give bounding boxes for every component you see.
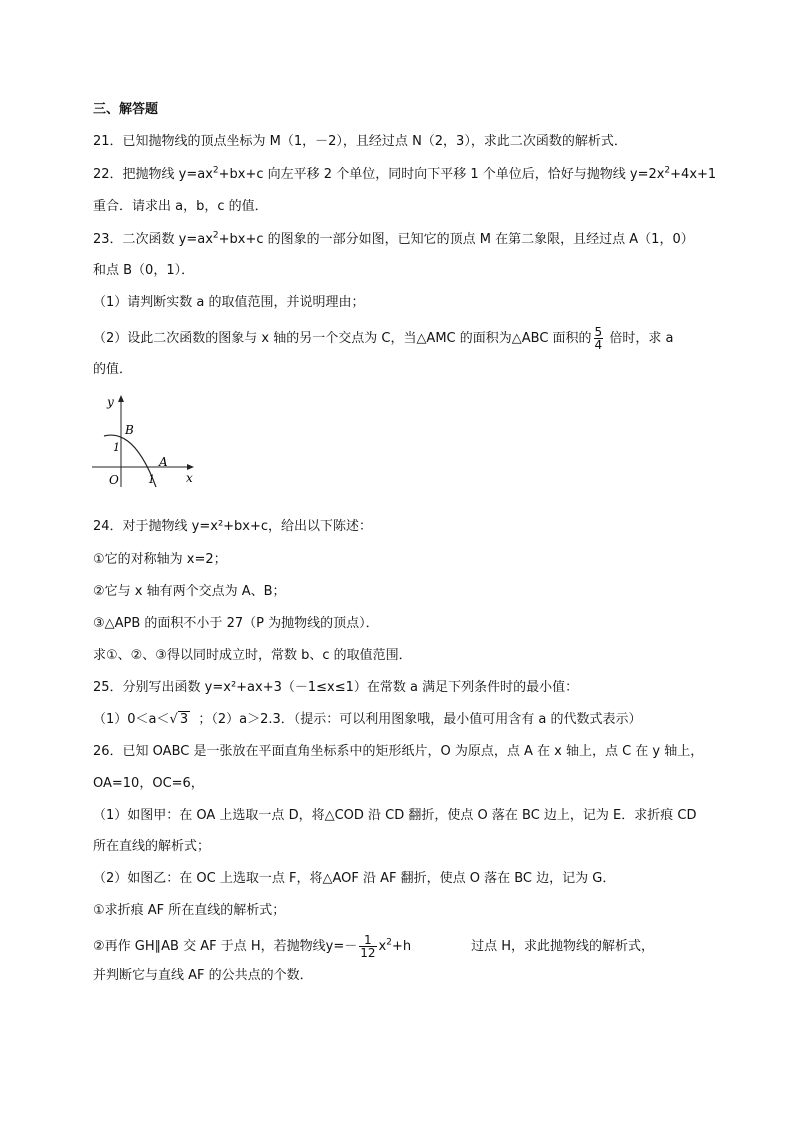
q26-sub2-text-b: 过点 H，求此抛物线的解析式， xyxy=(471,939,654,954)
q23-part2-text-b: 倍时，求 a xyxy=(609,331,674,346)
fraction-numerator: 5 xyxy=(594,325,603,339)
sqrt-three: √ 3 xyxy=(169,712,189,727)
q23-text-a: 23．二次函数 y=ax xyxy=(93,232,213,247)
q26-sub2-text-a: ②再作 GH∥AB 交 AF 于点 H，若抛物线 xyxy=(93,939,326,954)
question-26-line2: OA=10，OC=6， xyxy=(93,776,204,791)
q22-text-a: 22．把抛物线 y=ax xyxy=(93,167,213,182)
parabola-formula xyxy=(325,933,412,960)
question-26-part2: （2）如图乙：在 OC 上选取一点 F，将△AOF 沿 AF 翻折，使点 O 落在 BC 边，记为 G． xyxy=(93,871,616,886)
q23-part2-text-a: （2）设此二次函数的图象与 x 轴的另一个交点为 C，当△AMC 的面积为△ABC 面积的 xyxy=(93,331,592,346)
x-axis-arrow-icon xyxy=(187,464,194,470)
formula-sq: 2 xyxy=(386,937,392,948)
question-25-conditions xyxy=(93,711,642,729)
question-25-line1: 25．分别写出函数 y=x²+ax+3（－1≤x≤1）在常数 a 满足下列条件时的最小值： xyxy=(93,680,579,695)
section-heading: 三、解答题 xyxy=(93,102,159,117)
fraction-denominator: 4 xyxy=(594,338,603,352)
question-22-line1 xyxy=(93,166,716,184)
point-a-label: A xyxy=(159,455,168,469)
q25-cond-a: （1）0＜a＜ xyxy=(93,712,170,727)
question-23-line2: 和点 B（0，1）． xyxy=(93,263,195,278)
question-23-part1: （1）请判断实数 a 的取值范围，并说明理由； xyxy=(93,295,365,310)
five-fourths-fraction xyxy=(594,326,604,351)
formula-prefix: y=－ xyxy=(325,939,358,954)
question-24-line1: 24．对于抛物线 y=x²+bx+c，给出以下陈述： xyxy=(93,519,373,534)
x-axis-label: x xyxy=(186,471,193,485)
question-23-part2-end: 的值． xyxy=(93,362,133,377)
question-23-line1 xyxy=(93,231,694,249)
y-one-label: 1 xyxy=(113,441,120,454)
question-26-line1: 26．已知 OABC 是一张放在平面直角坐标系中的矩形纸片，O 为原点，点 A 在 x 轴上，点 C 在 y 轴上， xyxy=(93,744,704,759)
formula-numerator: 1 xyxy=(359,934,376,947)
question-26-part1-end: 所在直线的解析式； xyxy=(93,839,211,854)
sqrt-radicand: 3 xyxy=(179,712,189,727)
point-b-label: B xyxy=(125,423,134,437)
q22-text-b: +bx+c 向左平移 2 个单位，同时向下平移 1 个单位后，恰好与抛物线 y=2x xyxy=(218,167,665,182)
question-26-sub2-end: 并判断它与直线 AF 的公共点的个数． xyxy=(93,968,313,983)
y-axis-label: y xyxy=(107,395,114,409)
question-24-ask: 求①、②、③得以同时成立时，常数 b、c 的取值范围． xyxy=(93,648,412,663)
formula-x: x xyxy=(378,939,387,954)
formula-denominator: 12 xyxy=(360,946,376,960)
q23-sq: 2 xyxy=(212,230,219,241)
parabola-graph xyxy=(90,390,200,490)
question-26-part1: （1）如图甲：在 OA 上选取一点 D，将△COD 沿 CD 翻折，使点 O 落在 BC 边上，记为 E．求折痕 CD xyxy=(93,808,697,823)
formula-suffix: +h xyxy=(391,939,412,954)
question-23-part2 xyxy=(93,326,673,351)
y-axis-arrow-icon xyxy=(118,395,124,402)
question-21: 21．已知抛物线的顶点坐标为 M（1，－2），且经过点 N（2，3），求此二次函数的解析式． xyxy=(93,134,627,149)
q22-text-c: +4x+1 xyxy=(670,167,717,182)
q22-sq-1: 2 xyxy=(212,165,219,176)
x-one-label: 1 xyxy=(148,473,155,486)
statement-1: ①它的对称轴为 x=2； xyxy=(93,552,227,567)
question-26-sub1: ①求折痕 AF 所在直线的解析式； xyxy=(93,903,286,918)
statement-3: ③△APB 的面积不小于 27（P 为抛物线的顶点）． xyxy=(93,616,379,631)
origin-label: O xyxy=(109,473,119,487)
q23-text-b: +bx+c 的图象的一部分如图，已知它的顶点 M 在第二象限，且经过点 A（1，0） xyxy=(218,232,694,247)
q25-cond-b: ；（2）a＞2.3．（提示：可以利用图象哦，最小值可用含有 a 的代数式表示） xyxy=(198,712,642,727)
question-26-sub2 xyxy=(93,934,654,959)
statement-2: ②它与 x 轴有两个交点为 A、B； xyxy=(93,584,286,599)
q22-sq-2: 2 xyxy=(664,165,671,176)
one-twelfth-fraction xyxy=(359,934,376,959)
question-22-line2: 重合．请求出 a，b，c 的值． xyxy=(93,199,268,214)
